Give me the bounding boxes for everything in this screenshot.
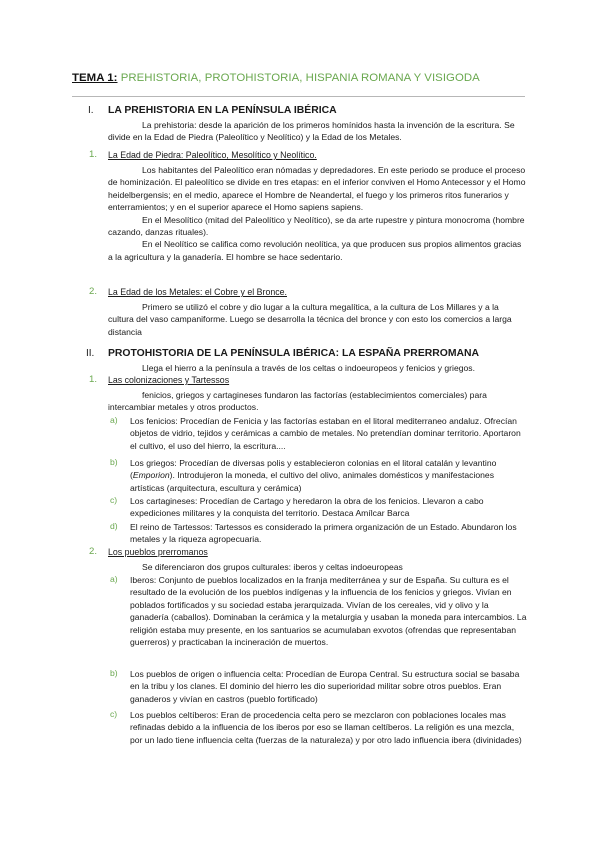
iberos-text: Iberos: Conjunto de pueblos localizados en la franja mediterránea y sur de España. Su cultura es el resultado de la evolución de los pueblos indígenas y la influencia de los fenicios y griegos. Vivían en poblados fortificados y su sociedad estaba jerarquizada. Vivían de los cereales, vid y olivo y la ganadería (caballos). Dominaban la cerámica y la metalurgia y usaban la moneda para intercambios. La religión estaba muy presente, en los santuarios se acumulaban exvotos (ofrendas que representaban guerreros) y practicaban la incineración de muertos. xyxy=(130,575,527,648)
subsection-2-2-number: 2. xyxy=(89,546,98,557)
phoenicians-text: Los fenicios: Procedían de Fenicia y las factorías estaban en el litoral mediterraneo andaluz. Ofrecían objetos de vidrio, tejidos y cerámicas a cambio de metales. No pretendían dominar territorio. Aportaron el cultivo, el uso del hierro, la escritura.... xyxy=(130,416,521,451)
celtiberians-text: Los pueblos celtíberos: Eran de procedencia celta pero se mezclaron con poblaciones locales mas refinadas debido a la influencia de los iberos por eso se llaman celtíberos. La religión es una mezcla, por un lado tiene influencia celta (fuerzas de la naturaleza) y por otro lado influencia ibera (divinidades) xyxy=(130,710,522,745)
subsection-2-1-intro xyxy=(108,389,526,414)
greeks-text-before: Los griegos: Procedían de diversas polis y establecieron colonias en el litoral catalán y levantino ( xyxy=(130,458,497,481)
title-divider xyxy=(72,96,525,97)
subsection-1-2-title: La Edad de los Metales: el Cobre y el Bronce. xyxy=(108,287,287,297)
section-2-intro-text: Llega el hierro a la península a través de los celtas o indoeuropeos y fenicios y griegos. xyxy=(142,363,475,373)
colonizations-intro: fenicios, griegos y cartagineses fundaron las factorías (establecimientos comerciales) para intercambiar metales y otros productos. xyxy=(108,390,487,413)
carthaginians-text: Los cartagineses: Procedían de Cartago y heredaron la obra de los fenicios. Llevaron a cabo expediciones militares y la conquista del territorio. Destaca Amílcar Barca xyxy=(130,496,484,519)
subsection-1-1-title: La Edad de Piedra: Paleolítico, Mesolítico y Neolítico. xyxy=(108,150,317,160)
emporion-name: Emporion xyxy=(132,470,170,481)
metals-paragraph: Primero se utilizó el cobre y dio lugar a la cultura megalítica, a la cultura de Los Millares y a la cultura del vaso campaniforme. Luego se desarrolla la técnica del bronce y con esto los comercios a larga distancia xyxy=(108,302,512,337)
subsection-1-2-number: 2. xyxy=(89,286,98,297)
mesolithic-paragraph: En el Mesolítico (mitad del Paleolítico y Neolítico), se da arte rupestre y pintura monocroma (hombre cazando, danzas rituales). xyxy=(108,214,525,238)
subsection-2-1-number: 1. xyxy=(89,374,98,385)
document-title xyxy=(72,72,480,84)
item-c-letter: c) xyxy=(110,495,118,505)
subsection-1-1-number: 1. xyxy=(89,149,98,160)
prerroman-intro: Se diferenciaron dos grupos culturales: iberos y celtas indoeuropeas xyxy=(142,562,403,572)
item-tartessos xyxy=(130,521,528,546)
item-phoenicians xyxy=(130,415,528,452)
section-2-intro xyxy=(108,362,528,374)
section-2-numeral: II. xyxy=(86,348,95,359)
subsection-1-1-body xyxy=(108,164,526,263)
paleolithic-paragraph: Los habitantes del Paleolítico eran nómadas y depredadores. En este periodo se produce el proceso de hominización. El paleolítico se divide en tres etapas: en el inferior conviven el Homo Antecessor y el Homo heidelbergensis; en el medio, aparece el Hombre de Neandertal, el fuego y los primeros ritos funerarios y enterramientos; y en el superior aparece el Homo sapiens sapiens. xyxy=(108,165,526,213)
title-text: PREHISTORIA, PROTOHISTORIA, HISPANIA ROMANA Y VISIGODA xyxy=(120,72,480,84)
tartessos-text: El reino de Tartessos: Tartessos es considerado la primera organización de un Estado. Abundaron los metales y la riqueza agropecuaria. xyxy=(130,522,517,545)
subsection-1-2-body xyxy=(108,301,526,338)
item-iberos-letter: a) xyxy=(110,574,118,584)
section-2-heading: PROTOHISTORIA DE LA PENÍNSULA IBÉRICA: LA ESPAÑA PRERROMANA xyxy=(108,348,480,359)
subsection-2-1-title: Las colonizaciones y Tartessos xyxy=(108,375,230,385)
celts-text: Los pueblos de origen o influencia celta: Procedían de Europa Central. Su estructura social se basaba en la tribu y los clanes. El dominio del hierro les dio superioridad militar sobre otros pueblos. Eran ganaderos y vivían en castros (pueblo fortificado) xyxy=(130,669,520,704)
item-b-letter: b) xyxy=(110,457,118,467)
item-carthaginians xyxy=(130,495,528,520)
neolithic-paragraph: En el Neolítico se califica como revolución neolítica, ya que producen sus propios alimentos gracias a la agricultura y la ganadería. El hombre se hace sedentario. xyxy=(108,239,522,262)
item-celtiberians xyxy=(130,709,528,746)
title-label: TEMA 1: xyxy=(72,72,118,84)
item-celts-letter: b) xyxy=(110,668,118,678)
item-celtiberians-letter: c) xyxy=(110,709,118,719)
greeks-text-after: ). Introdujeron la moneda, el cultivo del olivo, animales domésticos y manifestaciones artísticas (arquitectura, escultura y cerámica) xyxy=(130,470,494,493)
section-1-numeral: I. xyxy=(88,105,94,116)
item-d-letter: d) xyxy=(110,521,118,531)
item-celts xyxy=(130,668,528,705)
subsection-2-2-title: Los pueblos prerromanos xyxy=(108,547,208,557)
section-1-heading: LA PREHISTORIA EN LA PENÍNSULA IBÉRICA xyxy=(108,105,337,116)
section-1-intro-text: La prehistoria: desde la aparición de los primeros homínidos hasta la invención de la escritura. Se divide en la Edad de Piedra (Paleolítico y Neolítico) y la Edad de los Metales. xyxy=(108,120,515,143)
subsection-2-2-intro xyxy=(108,561,526,573)
item-a-letter: a) xyxy=(110,415,118,425)
section-1-intro xyxy=(108,119,526,144)
item-greeks xyxy=(130,457,528,494)
item-iberos xyxy=(130,574,528,648)
